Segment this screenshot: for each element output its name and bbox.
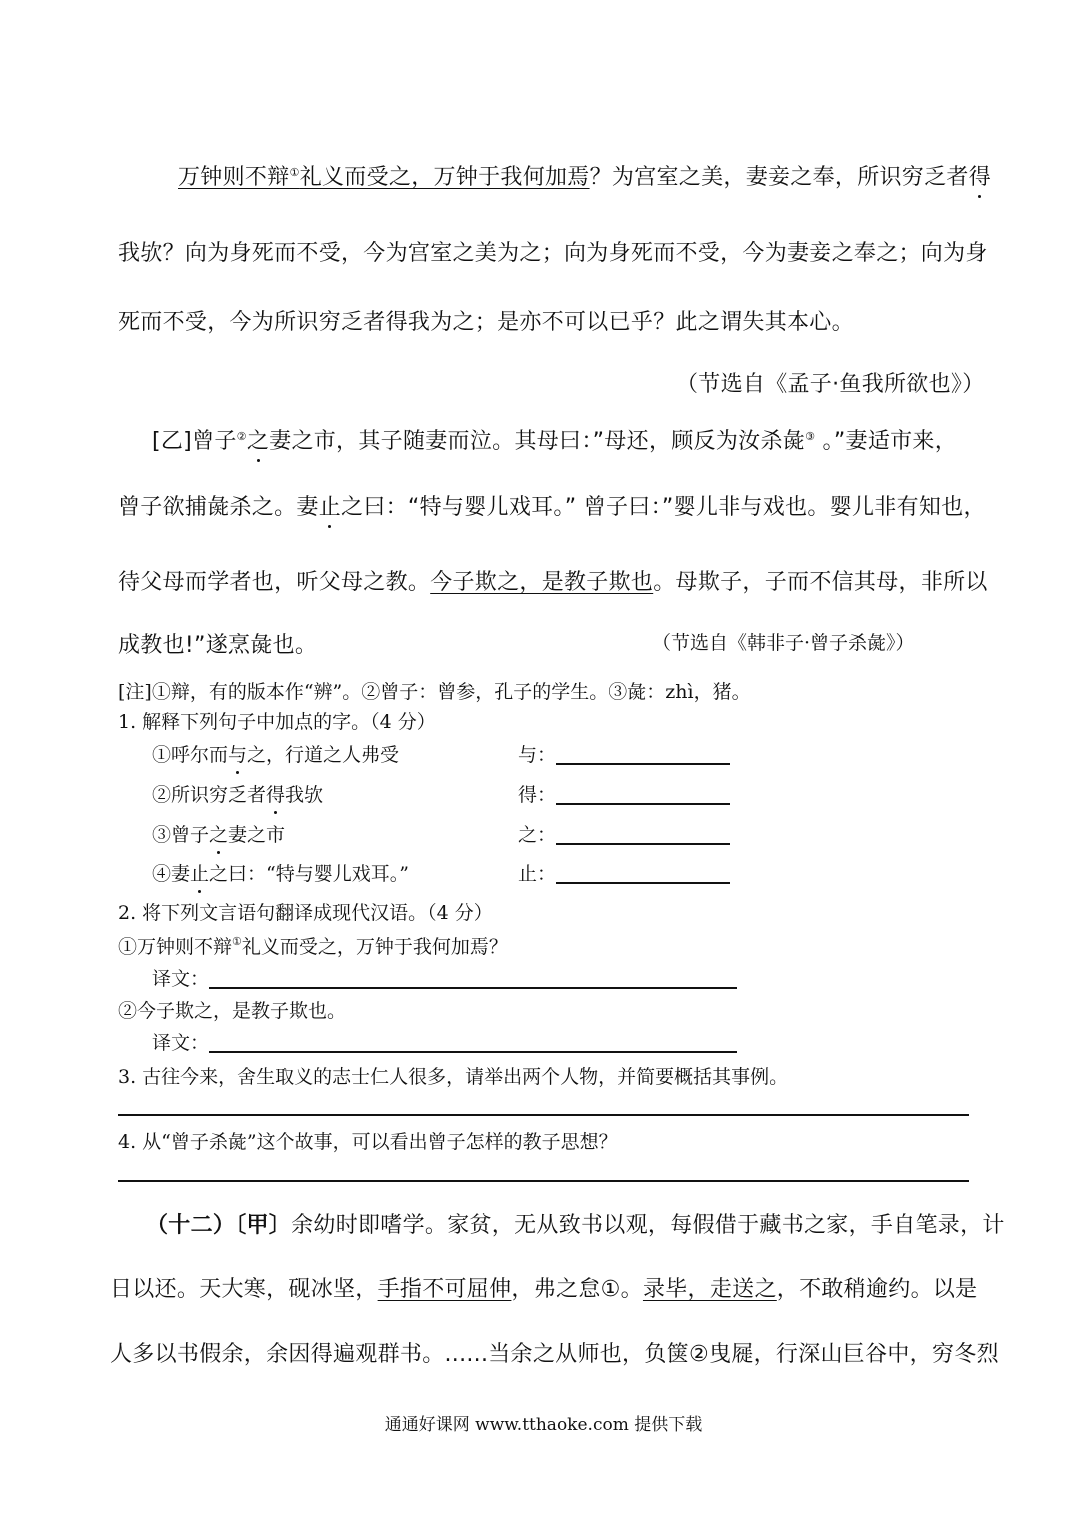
dotted-char-de-2: 得 xyxy=(266,780,285,807)
q2-sentence-1: ①万钟则不辩①礼义而受之，万钟于我何加焉？ xyxy=(118,935,508,958)
yi-source: （节选自《韩非子·曾子杀彘》） xyxy=(652,632,915,654)
jia-underline-1: 万钟则不辩①礼义而受之，万钟于我何加焉 xyxy=(178,165,590,190)
q1-item-3: ③曾子之妻之市 xyxy=(152,820,285,847)
page-footer: 通通好课网 www.tthaoke.com 提供下载 xyxy=(384,1415,703,1435)
shier-line-1: （十二）〔甲〕余幼时即嗜学。家贫，无从致书以观，每假借于藏书之家，手自笔录，计 xyxy=(146,1213,1005,1238)
q1-item-1: ①呼尔而与之，行道之人弗受 xyxy=(152,740,399,767)
dotted-char-zhi-stop: 止 xyxy=(319,490,341,521)
q2-translation-1: 译文： xyxy=(152,964,737,991)
translation-blank-2[interactable] xyxy=(209,1033,737,1053)
q1-title: 1. 解释下列句子中加点的字。（4 分） xyxy=(118,711,436,733)
q1-item-2: ②所识穷乏者得我欤 xyxy=(152,780,323,807)
dotted-char-de: 得 xyxy=(969,160,991,191)
q1-key-2: 得： xyxy=(518,780,730,807)
answer-blank-4[interactable] xyxy=(556,864,730,884)
q3-title: 3. 古往今来，舍生取义的志士仁人很多，请举出两个人物，并简要概括其事例。 xyxy=(118,1066,789,1088)
dotted-char-zhi-3: 止 xyxy=(190,859,209,886)
q1-key-3: 之： xyxy=(518,820,730,847)
jia-line-2: 我欤？向为身死而不受，今为宫室之美为之；向为身死而不受，今为妻妾之奉之；向为身 xyxy=(118,241,988,266)
yi-underline: 今子欺之，是教子欺也 xyxy=(430,570,654,595)
answer-blank-3[interactable] xyxy=(556,825,730,845)
q1-key-4: 止： xyxy=(518,859,730,886)
q2-translation-2: 译文： xyxy=(152,1028,737,1055)
dotted-char-yu: 与 xyxy=(228,740,247,767)
yi-line-1: [乙]曾子②之妻之市，其子随妻而泣。其母曰：”母还，顾反为汝杀彘③ 。”妻适市来， xyxy=(152,424,957,455)
q1-key-1: 与： xyxy=(518,740,730,767)
q2-title: 2. 将下列文言语句翻译成现代汉语。（4 分） xyxy=(118,902,493,924)
q1-item-4: ④妻止之曰：“特与婴儿戏耳。” xyxy=(152,859,409,886)
notes: [注]①辩，有的版本作“辨”。②曾子：曾参，孔子的学生。③彘：zhì，猪。 xyxy=(118,681,751,703)
answer-blank-1[interactable] xyxy=(556,745,730,765)
q4-title: 4. 从“曾子杀彘”这个故事，可以看出曾子怎样的教子思想？ xyxy=(118,1131,618,1153)
q4-answer-line[interactable] xyxy=(118,1180,969,1182)
shier-line-3: 人多以书假余，余因得遍观群书。......当余之从师也，负箧②曳屣，行深山巨谷中，穷冬烈 xyxy=(110,1342,999,1367)
yi-line-4: 成教也!”遂烹彘也。 xyxy=(118,633,318,658)
shier-line-2: 日以还。天大寒，砚冰坚，手指不可屈伸，弗之怠①。录毕，走送之，不敢稍逾约。以是 xyxy=(110,1277,978,1302)
dotted-char-zhi-2: 之 xyxy=(209,820,228,847)
answer-blank-2[interactable] xyxy=(556,785,730,805)
shier-underline-1: 手指不可屈伸 xyxy=(377,1277,512,1302)
jia-line-1: 万钟则不辩①礼义而受之，万钟于我何加焉？为宫室之美，妻妾之奉，所识穷乏者得 xyxy=(178,160,991,191)
jia-source: （节选自《孟子·鱼我所欲也》） xyxy=(676,372,985,397)
yi-line-3: 待父母而学者也，听父母之教。今子欺之，是教子欺也。母欺子，子而不信其母，非所以 xyxy=(118,570,988,595)
section-heading: （十二）〔甲〕 xyxy=(146,1213,292,1238)
dotted-char-zhi: 之 xyxy=(247,424,269,455)
translation-blank-1[interactable] xyxy=(209,969,737,989)
q2-sentence-2: ②今子欺之，是教子欺也。 xyxy=(118,1000,347,1022)
q3-answer-line[interactable] xyxy=(118,1114,969,1116)
yi-line-2: 曾子欲捕彘杀之。妻止之曰：“特与婴儿戏耳。” 曾子曰：”婴儿非与戏也。婴儿非有知也， xyxy=(118,490,986,521)
jia-line-3: 死而不受，今为所识穷乏者得我为之；是亦不可以已乎？此之谓失其本心。 xyxy=(118,310,854,335)
shier-underline-2: 录毕，走送之 xyxy=(642,1277,777,1302)
